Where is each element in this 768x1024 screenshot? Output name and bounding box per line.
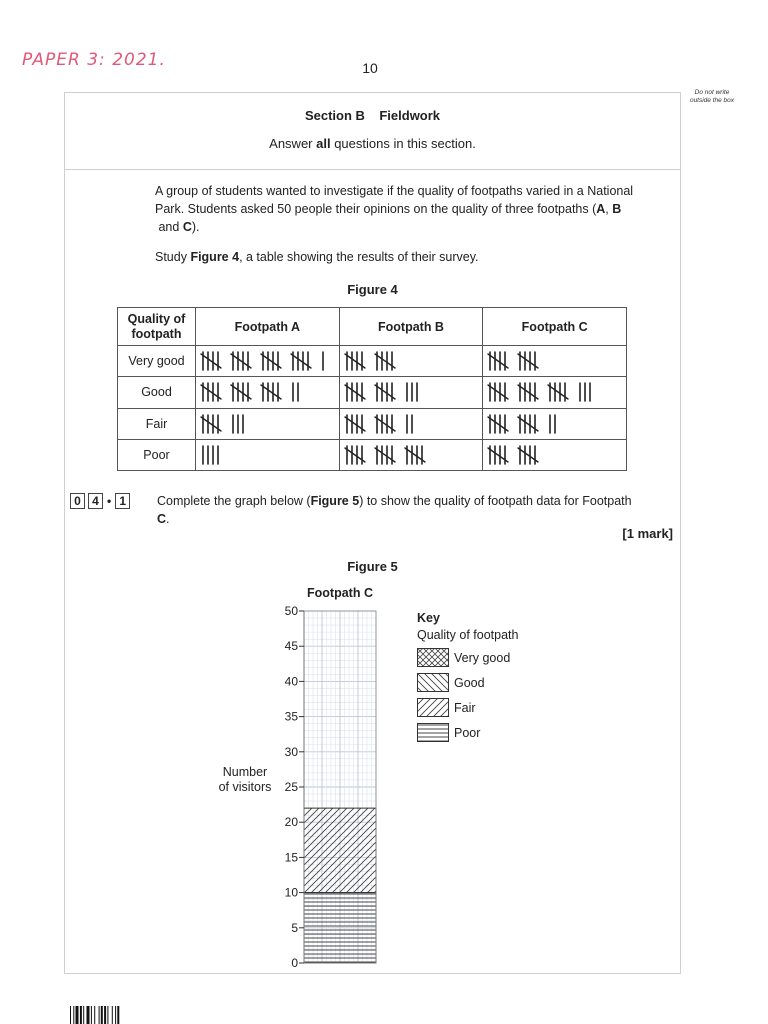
- section-title: Section B Fieldwork: [304, 108, 441, 123]
- key-item: [417, 723, 480, 742]
- footpath-c-ref: C: [182, 220, 192, 234]
- question-digit: 1: [115, 493, 130, 509]
- header-quality: Quality of footpath: [118, 308, 196, 346]
- quality-label: Poor: [118, 439, 196, 470]
- y-axis-label-line2: of visitors: [218, 780, 272, 794]
- handwritten-paper-note: PAPER 3: 2021.: [22, 50, 166, 70]
- margin-note: Do not write outside the box: [689, 89, 735, 104]
- figure4-ref: Figure 4: [190, 250, 240, 264]
- y-tick-label: 25: [284, 780, 298, 794]
- y-tick-label: 5: [291, 920, 298, 935]
- barcode-icon: [70, 1006, 142, 1024]
- intro-end: ).: [191, 220, 200, 234]
- question-digit: 0: [70, 493, 85, 509]
- header-footpath-a: Footpath A: [196, 308, 340, 346]
- instruction-emphasis: all: [316, 136, 331, 151]
- bar-segment-poor: [304, 893, 376, 963]
- key-label: Very good: [454, 650, 511, 665]
- key-label: Fair: [454, 700, 476, 715]
- header-footpath-c: Footpath C: [483, 308, 627, 346]
- instruction-text: Answer: [269, 136, 317, 151]
- y-tick-label: 15: [284, 850, 298, 865]
- y-tick-label: 35: [284, 709, 298, 724]
- y-tick-label: 30: [284, 744, 298, 759]
- y-tick-label: 40: [284, 674, 298, 689]
- figure5-label: Figure 5: [347, 559, 398, 574]
- key-swatch: [417, 723, 449, 742]
- quality-label: Very good: [118, 346, 196, 377]
- page-number: 10: [362, 60, 378, 76]
- y-tick-label: 10: [284, 885, 298, 900]
- y-tick-label: 0: [291, 956, 298, 970]
- figure4-label: Figure 4: [347, 282, 398, 297]
- quality-label: Fair: [118, 408, 196, 439]
- bar-segment-fair: [304, 808, 376, 892]
- question-digit: 4: [88, 493, 103, 509]
- y-tick-label: 50: [284, 604, 298, 618]
- key-swatch: [417, 673, 449, 692]
- y-tick-label: 45: [284, 639, 298, 654]
- figure5-ref: Figure 5: [310, 494, 360, 508]
- quality-label: Good: [118, 377, 196, 408]
- key-swatch: [417, 698, 449, 717]
- key-swatch: [417, 648, 449, 667]
- key-title: Key: [417, 611, 440, 625]
- key-item: [417, 673, 485, 692]
- footpath-b-ref: B: [612, 202, 622, 216]
- key-subtitle: Quality of footpath: [417, 628, 519, 642]
- y-tick-label: 20: [284, 815, 298, 830]
- key-item: [417, 648, 510, 667]
- instruction-text-end: questions in this section.: [330, 136, 476, 151]
- intro-text: A group of students wanted to investigate if the quality of footpaths varied in a National Park. Students asked 50 people their opinions on the quality of three footpaths (: [155, 184, 634, 216]
- y-axis-label-line1: Number: [222, 765, 268, 779]
- mark-allocation: [1 mark]: [622, 526, 673, 541]
- key-item: [417, 698, 476, 717]
- key-label: Good: [454, 675, 485, 690]
- chart-bars: [304, 808, 376, 963]
- chart-title: Footpath C: [307, 586, 373, 600]
- header-footpath-b: Footpath B: [339, 308, 483, 346]
- intro-sep: ,: [605, 202, 613, 216]
- question-text-a: Complete the graph below (: [157, 494, 311, 508]
- intro-and: and: [155, 220, 183, 234]
- question-text-c: ) to show the quality of footpath data for Footpath: [359, 494, 632, 508]
- question-text-e: .: [166, 512, 170, 526]
- study-text-end: , a table showing the results of their survey.: [239, 250, 479, 264]
- study-text: Study: [155, 250, 191, 264]
- footpath-a-ref: A: [596, 202, 606, 216]
- key-label: Poor: [454, 725, 481, 740]
- footpath-c-ref: C: [157, 512, 167, 526]
- question-dot: •: [107, 494, 112, 508]
